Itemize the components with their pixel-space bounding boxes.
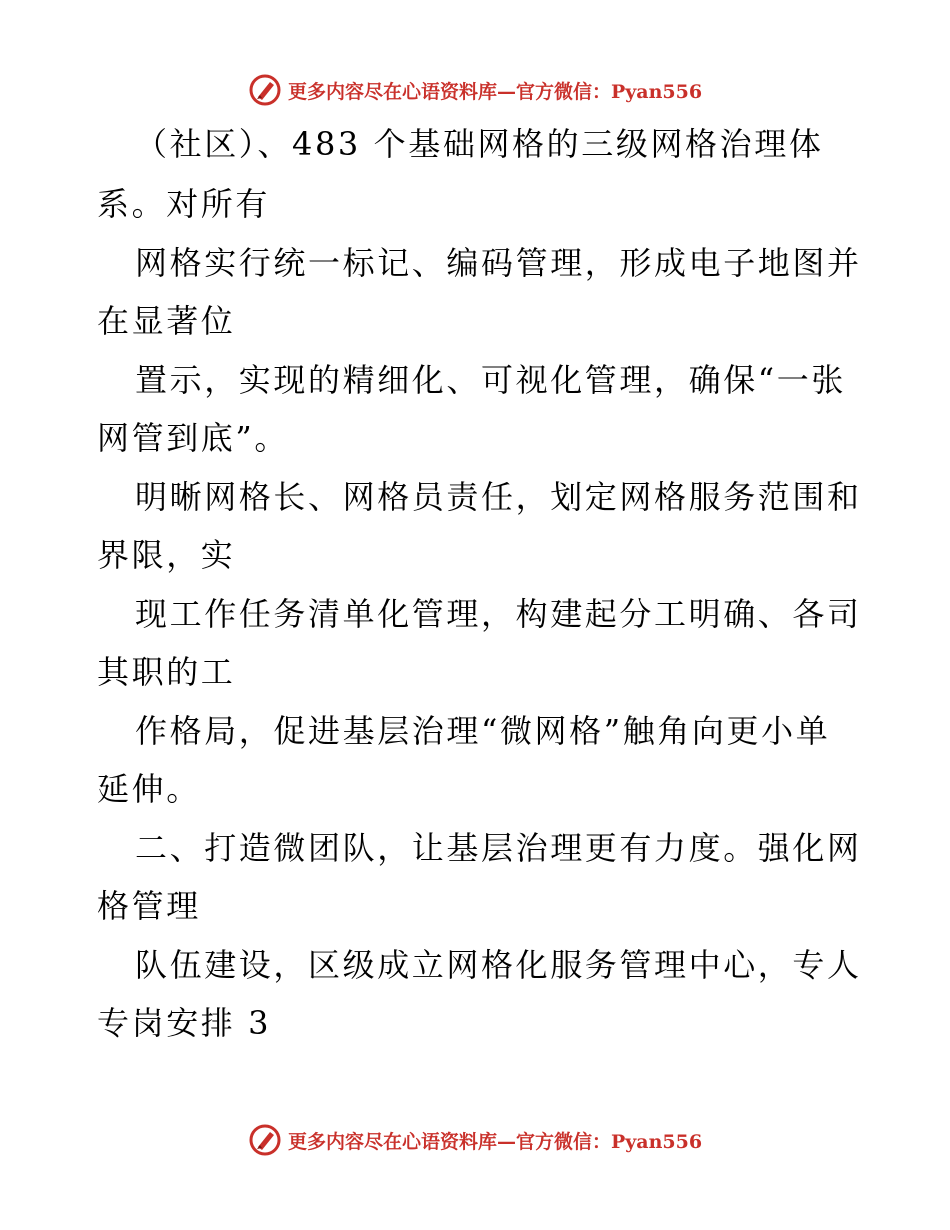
logo-icon: [248, 1123, 282, 1157]
text-line: 明晰网格长、网格员责任，划定网格服务范围和: [135, 478, 862, 516]
header-banner-inner: [248, 73, 702, 107]
text-line: 队伍建设，区级成立网格化服务管理中心，专人: [135, 946, 862, 984]
text-line: 格管理: [97, 887, 201, 925]
text-line: 现工作任务清单化管理，构建起分工明确、各司: [135, 595, 862, 633]
footer-banner: [0, 1120, 950, 1160]
text-line: 延伸。: [97, 770, 201, 808]
text-line: 二、打造微团队，让基层治理更有力度。强化网: [135, 829, 862, 867]
header-banner-text: 更多内容尽在心语资料库—官方微信：Pyan556: [287, 80, 703, 103]
logo-icon: [248, 73, 282, 107]
text-line: 在显著位: [97, 302, 236, 340]
text-line: 界限，实: [97, 536, 236, 574]
footer-banner-inner: [248, 1123, 702, 1157]
text-line: 作格局，促进基层治理“微网格”触角向更小单: [135, 712, 831, 750]
header-banner: [0, 70, 950, 110]
text-line: 专岗安排 3: [97, 1004, 272, 1042]
text-line: 网管到底”。: [97, 419, 289, 457]
text-line: 网格实行统一标记、编码管理，形成电子地图并: [135, 244, 862, 282]
text-line: 置示，实现的精细化、可视化管理，确保“一张: [135, 361, 846, 399]
text-line: 系。对所有: [97, 185, 271, 223]
footer-banner-text: 更多内容尽在心语资料库—官方微信：Pyan556: [287, 1130, 703, 1153]
text-line: （社区）、483 个基础网格的三级网格治理体: [135, 125, 824, 163]
text-line: 其职的工: [97, 653, 236, 691]
